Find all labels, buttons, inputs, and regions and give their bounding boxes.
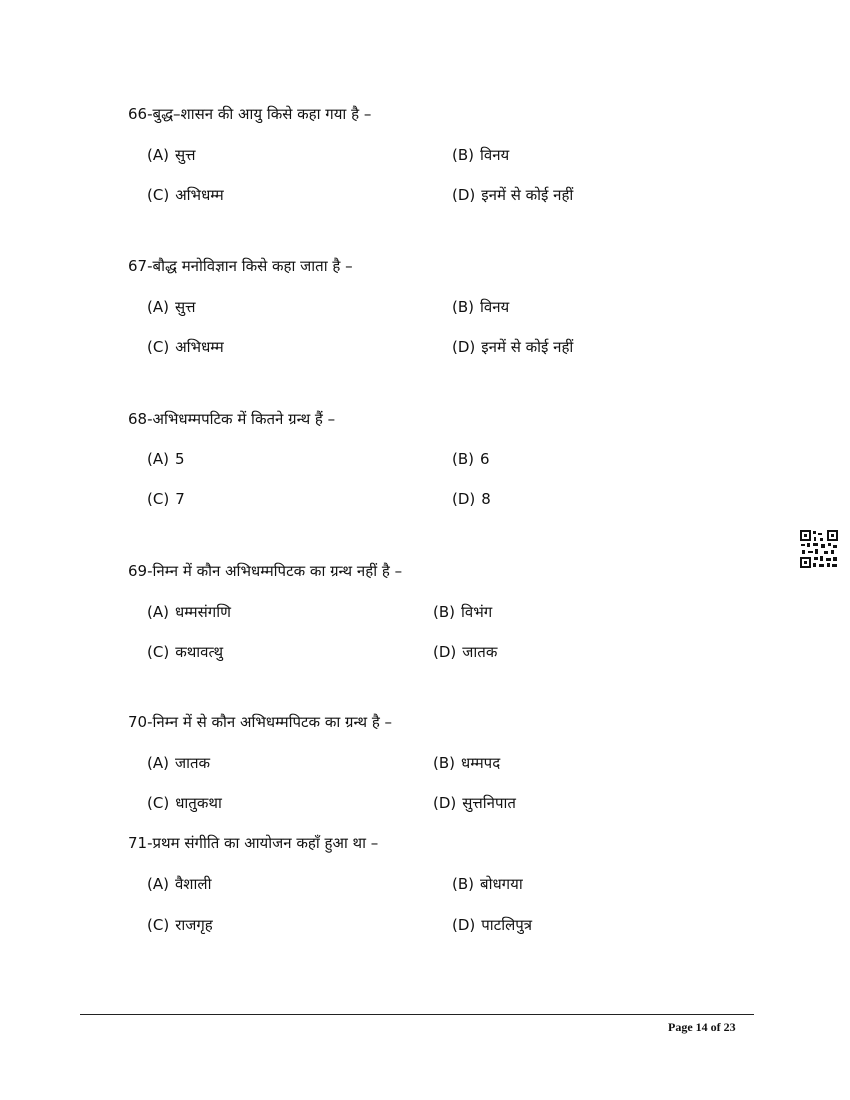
question-70: 70-निम्न में से कौन अभिधम्मपिटक का ग्रन्थ है – [128, 713, 393, 731]
question-68: 68-अभिधम्मपटिक में कितने ग्रन्थ हैं – [128, 410, 336, 428]
question-67: 67-बौद्ध मनोविज्ञान किसे कहा जाता है – [128, 257, 353, 275]
option-b: (B) विभंग [433, 603, 493, 621]
option-d: (D) सुत्तनिपात [433, 794, 516, 812]
option-a: (A) वैशाली [147, 875, 212, 893]
option-c: (C) अभिधम्म [147, 338, 224, 356]
option-a: (A) धम्मसंगणि [147, 603, 231, 621]
option-a: (A) जातक [147, 754, 211, 772]
qr-code-icon [800, 530, 838, 568]
option-c: (C) अभिधम्म [147, 186, 224, 204]
option-a: (A) 5 [147, 450, 185, 468]
option-b: (B) बोधगया [452, 875, 523, 893]
option-d: (D) इनमें से कोई नहीं [452, 338, 574, 356]
option-c: (C) धातुकथा [147, 794, 222, 812]
option-b: (B) विनय [452, 298, 510, 316]
option-b: (B) धम्मपद [433, 754, 501, 772]
question-66: 66-बुद्ध–शासन की आयु किसे कहा गया है – [128, 105, 372, 123]
option-c: (C) कथावत्थु [147, 643, 224, 661]
option-d: (D) इनमें से कोई नहीं [452, 186, 574, 204]
option-b: (B) 6 [452, 450, 490, 468]
option-d: (D) पाटलिपुत्र [452, 916, 533, 934]
option-a: (A) सुत्त [147, 298, 196, 316]
option-c: (C) राजगृह [147, 916, 213, 934]
option-b: (B) विनय [452, 146, 510, 164]
question-71: 71-प्रथम संगीति का आयोजन कहाँ हुआ था – [128, 834, 379, 852]
option-a: (A) सुत्त [147, 146, 196, 164]
footer-divider [80, 1014, 754, 1015]
option-d: (D) जातक [433, 643, 498, 661]
page-number: Page 14 of 23 [668, 1020, 736, 1034]
option-d: (D) 8 [452, 490, 491, 508]
question-69: 69-निम्न में कौन अभिधम्मपिटक का ग्रन्थ नहीं है – [128, 562, 403, 580]
option-c: (C) 7 [147, 490, 185, 508]
